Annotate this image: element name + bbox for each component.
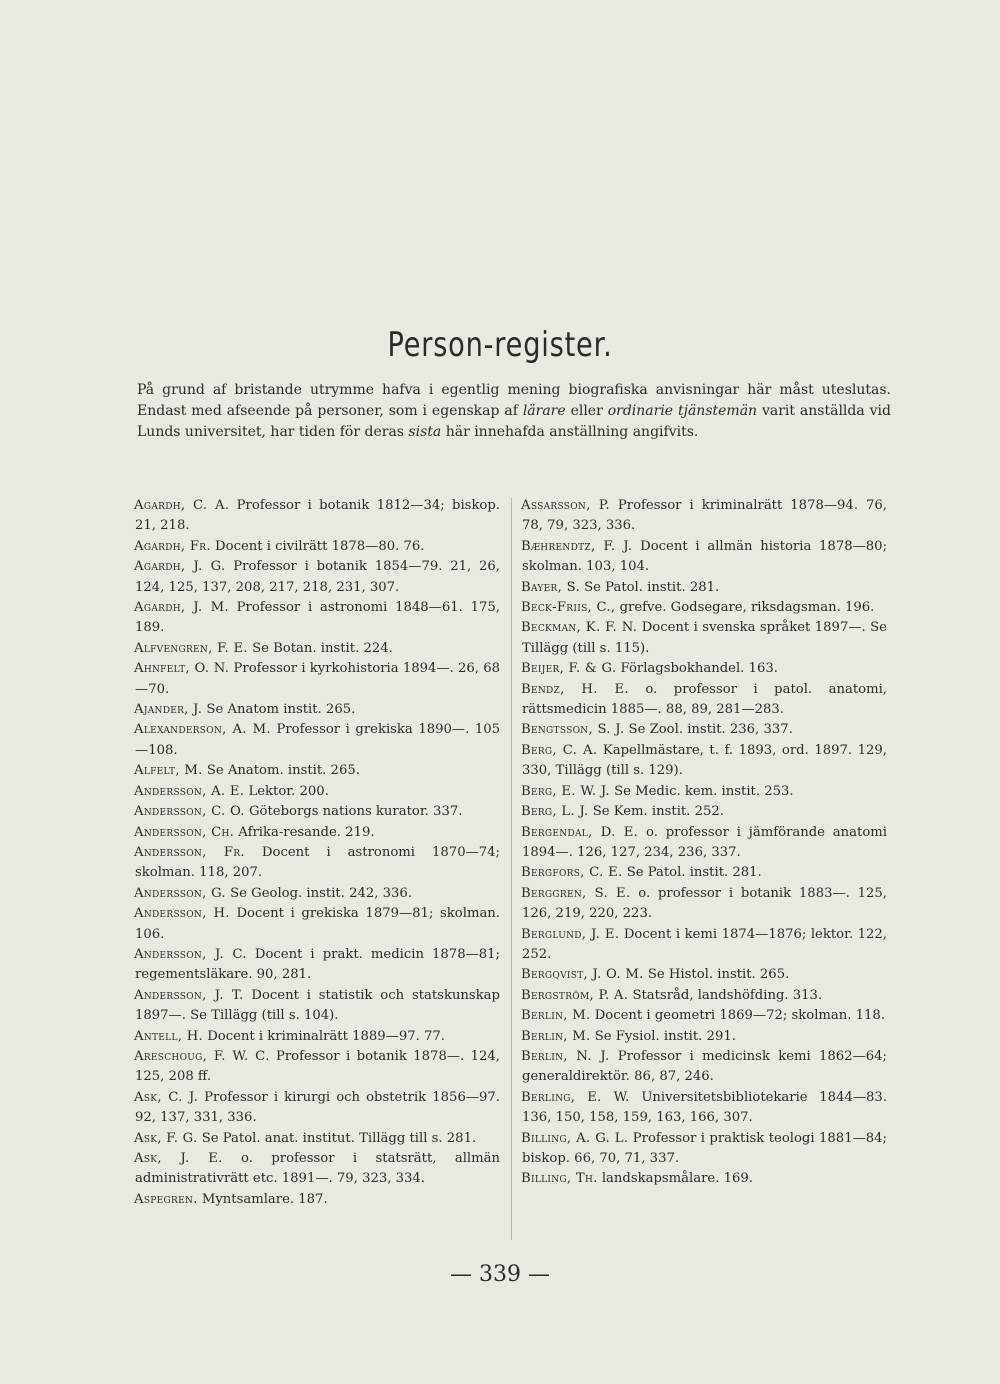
register-entry [135, 598, 500, 639]
register-entry [522, 1006, 887, 1026]
register-entry [522, 741, 887, 782]
entry-name: Andersson, J. C. [134, 946, 247, 962]
register-column-right [522, 496, 887, 1190]
register-entry [522, 1027, 887, 1047]
register-entry [522, 537, 887, 578]
register-entry [135, 557, 500, 598]
entry-name: Alfelt, M. [134, 763, 203, 779]
entry-text: Docent i allmän historia 1878—80; skolman. 103, 104. [522, 538, 888, 575]
entry-text: Se Patol. instit. 281. [622, 865, 762, 881]
entry-name: Beijer, F. & G. [521, 661, 617, 677]
entry-text: Docent i svenska språket 1897—. Se Tillägg (till s. 115). [522, 620, 887, 656]
entry-name: Andersson, H. [134, 906, 230, 922]
entry-text: o. professor i patol. anatomi, rättsmedicin 1885—. 88, 89, 281—283. [522, 681, 887, 718]
page-title: Person-register. [387, 325, 613, 365]
register-entry [522, 1169, 887, 1189]
entry-text: o. professor i statsrätt, allmän administrativrätt etc. 1891—. 79, 323, 334. [135, 1151, 501, 1187]
column-divider [511, 498, 512, 1240]
entry-name: Billing, Th. [521, 1171, 598, 1187]
register-entry [135, 639, 500, 659]
register-entry [522, 802, 887, 822]
entry-name: Andersson, A. E. [134, 783, 245, 799]
entry-name: Bæhrendtz, F. J. [521, 538, 633, 554]
intro-text-4: här innehafda anställning angifvits. [441, 424, 699, 440]
entry-text: Förlagsbokhandel. 163. [616, 661, 778, 677]
entry-name: Andersson, G. [134, 885, 226, 901]
entry-text: Se Fysiol. instit. 291. [590, 1028, 736, 1044]
entry-text: o. professor i botanik 1883—. 125, 126, 219, 220, 223. [522, 885, 888, 922]
entry-text: landskapsmålare. 169. [597, 1171, 753, 1187]
entry-text: Göteborgs nations kurator. 337. [244, 804, 463, 820]
register-entry [522, 578, 887, 598]
entry-text: Statsråd, landshöfding. 313. [628, 987, 823, 1003]
entry-name: Andersson, Ch. [134, 824, 235, 840]
register-entry [135, 823, 500, 843]
register-entry [135, 843, 500, 884]
register-entry [522, 598, 887, 618]
entry-name: Alexanderson, A. M. [134, 722, 271, 738]
entry-text: Professor i grekiska 1890—. 105—108. [135, 722, 501, 758]
entry-text: Se Botan. instit. 224. [247, 640, 393, 656]
register-entry [522, 986, 887, 1006]
register-entry [522, 925, 887, 966]
entry-text: Se Histol. instit. 265. [643, 967, 790, 983]
entry-text: Se Medic. kem. instit. 253. [609, 783, 794, 799]
register-entry [522, 782, 887, 802]
entry-text: Professor i botanik 1878—. 124, 125, 208 ff. [135, 1048, 500, 1085]
page-number: — 339 — [450, 1262, 550, 1287]
register-entry [135, 986, 500, 1027]
entry-name: Billing, A. G. L. [521, 1130, 629, 1146]
register-entry [135, 700, 500, 720]
entry-text: Professor i kyrkohistoria 1894—. 26, 68—70. [135, 661, 500, 697]
entry-text: Docent i statistik och statskunskap 1897—. Se Tillägg (till s. 104). [135, 987, 500, 1024]
register-entry [522, 680, 887, 721]
register-entry [135, 1047, 500, 1088]
entry-name: Andersson, Fr. [134, 844, 245, 860]
register-entry [522, 884, 887, 925]
register-entry [522, 965, 887, 985]
entry-text: Docent i astronomi 1870—74; skolman. 118, 207. [135, 844, 500, 881]
register-entry [135, 659, 500, 700]
entry-text: Se Patol. instit. 281. [579, 579, 720, 595]
entry-name: Berlin, N. J. [521, 1048, 610, 1064]
entry-name: Areschoug, F. W. C. [134, 1048, 270, 1064]
entry-name: Bergström, P. A. [521, 987, 629, 1003]
intro-text-3: varit anställda vid Lunds universitet, har tiden för deras [137, 403, 891, 440]
entry-name: Alfvengren, F. E. [134, 640, 248, 656]
entry-text: Professor i botanik 1854—79. 21, 26, 124, 125, 137, 208, 217, 218, 231, 307. [135, 559, 500, 595]
register-entry [522, 1047, 887, 1088]
entry-text: Universitetsbibliotekarie 1844—83. 136, 150, 158, 159, 163, 166, 307. [522, 1089, 888, 1126]
register-entry [522, 1129, 887, 1170]
entry-text: Docent i prakt. medicin 1878—81; regementsläkare. 90, 281. [135, 946, 500, 983]
entry-text: Se Kem. instit. 252. [588, 804, 724, 820]
entry-text: Docent i kemi 1874—1876; lektor. 122, 252. [522, 926, 887, 962]
entry-name: Ajander, J. [134, 702, 203, 718]
register-entry [522, 618, 887, 659]
register-entry [135, 761, 500, 781]
entry-text: Kapellmästare, t. f. 1893, ord. 1897. 129, 330, Tillägg (till s. 129). [522, 742, 887, 779]
register-entry [135, 802, 500, 822]
entry-name: Beck-Friis, C., [521, 600, 616, 616]
register-entry [135, 945, 500, 986]
entry-text: Se Anatom instit. 265. [202, 702, 356, 718]
entry-name: Berg, C. A. [521, 742, 598, 758]
register-entry [135, 537, 500, 557]
intro-text-2: eller [565, 403, 608, 419]
entry-name: Berg, E. W. J. [521, 783, 610, 799]
register-column-left [135, 496, 500, 1210]
register-entry [522, 863, 887, 883]
entry-name: Berlin, M. [521, 1008, 591, 1024]
entry-name: Ask, C. J. [134, 1089, 199, 1105]
entry-name: Berg, L. J. [521, 804, 589, 820]
entry-name: Berglund, J. E. [521, 926, 620, 942]
entry-name: Bergendal, D. E. [521, 824, 639, 840]
entry-name: Bergqvist, J. O. M. [521, 967, 644, 983]
intro-emphasis-sista: sista [408, 424, 442, 440]
entry-name: Bengtsson, S. J. [521, 722, 625, 738]
register-entry [135, 720, 500, 761]
entry-name: Ahnfelt, O. N. [134, 661, 230, 677]
entry-text: Myntsamlare. 187. [197, 1191, 328, 1207]
register-entry [522, 1088, 887, 1129]
register-entry [522, 496, 887, 537]
entry-name: Agardh, J. G. [134, 559, 226, 575]
entry-name: Berlin, M. [521, 1028, 591, 1044]
entry-text: Docent i civilrätt 1878—80. 76. [210, 538, 425, 554]
entry-name: Agardh, Fr. [134, 538, 211, 554]
entry-text: Se Anatom. instit. 265. [202, 763, 360, 779]
register-entry [135, 1027, 500, 1047]
entry-text: Se Geolog. instit. 242, 336. [225, 885, 413, 901]
intro-paragraph [137, 380, 891, 443]
entry-text: Afrika-resande. 219. [234, 824, 375, 840]
register-entry [135, 884, 500, 904]
entry-name: Bayer, S. [521, 579, 580, 595]
entry-name: Berling, E. W. [521, 1089, 630, 1105]
entry-text: Se Zool. instit. 236, 337. [624, 722, 793, 738]
register-entry [522, 659, 887, 679]
entry-name: Ask, J. E. [134, 1151, 223, 1166]
register-entry [522, 823, 887, 864]
entry-text: Docent i kriminalrätt 1889—97. 77. [203, 1028, 445, 1044]
register-entry [135, 496, 500, 537]
entry-text: grefve. Godsegare, riksdagsman. 196. [615, 600, 875, 616]
entry-name: Antell, H. [134, 1028, 204, 1044]
register-entry [135, 1088, 500, 1129]
entry-name: Aspegren. [134, 1191, 198, 1207]
register-entry [135, 1129, 500, 1149]
entry-name: Agardh, J. M. [134, 600, 229, 616]
entry-name: Ask, F. G. [134, 1130, 198, 1146]
intro-text-1: På grund af bristande utrymme hafva i egentlig mening biografiska anvisningar här måst uteslutas. Endast med afseende på personer, som i egenskap af [137, 382, 891, 419]
intro-emphasis-ordinarie: ordinarie tjänstemän [607, 403, 758, 419]
entry-name: Andersson, J. T. [134, 987, 244, 1003]
entry-text: Lektor. 200. [244, 783, 329, 799]
entry-text: Professor i medicinsk kemi 1862—64; generaldirektör. 86, 87, 246. [522, 1048, 887, 1085]
entry-name: Andersson, C. O. [134, 804, 245, 820]
entry-text: o. professor i jämförande anatomi 1894—. 126, 127, 234, 236, 337. [522, 824, 887, 860]
entry-text: Docent i geometri 1869—72; skolman. 118. [590, 1008, 886, 1024]
entry-name: Berggren, S. E. [521, 885, 631, 901]
entry-name: Assarsson, P. [521, 498, 610, 513]
entry-name: Bendz, H. E. [521, 681, 629, 697]
entry-text: Professor i astronomi 1848—61. 175, 189. [135, 600, 501, 636]
entry-text: Professor i praktisk teologi 1881—84; biskop. 66, 70, 71, 337. [522, 1130, 887, 1166]
entry-text: Professor i kriminalrätt 1878—94. 76, 78, 79, 323, 336. [522, 498, 887, 534]
register-entry [135, 904, 500, 945]
entry-name: Beckman, K. F. N. [521, 620, 638, 636]
entry-name: Agardh, C. A. [134, 498, 230, 513]
register-entry [135, 782, 500, 802]
register-entry [135, 1190, 500, 1210]
entry-text: Professor i botanik 1812—34; biskop. 21, 218. [135, 498, 501, 534]
entry-name: Bergfors, C. E. [521, 865, 623, 881]
register-entry [522, 720, 887, 740]
intro-emphasis-larare: lärare [522, 403, 566, 419]
register-entry [135, 1149, 500, 1190]
entry-text: Professor i kirurgi och obstetrik 1856—97. 92, 137, 331, 336. [135, 1089, 500, 1126]
entry-text: Se Patol. anat. institut. Tillägg till s. 281. [197, 1130, 477, 1146]
entry-text: Docent i grekiska 1879—81; skolman. 106. [135, 906, 500, 942]
